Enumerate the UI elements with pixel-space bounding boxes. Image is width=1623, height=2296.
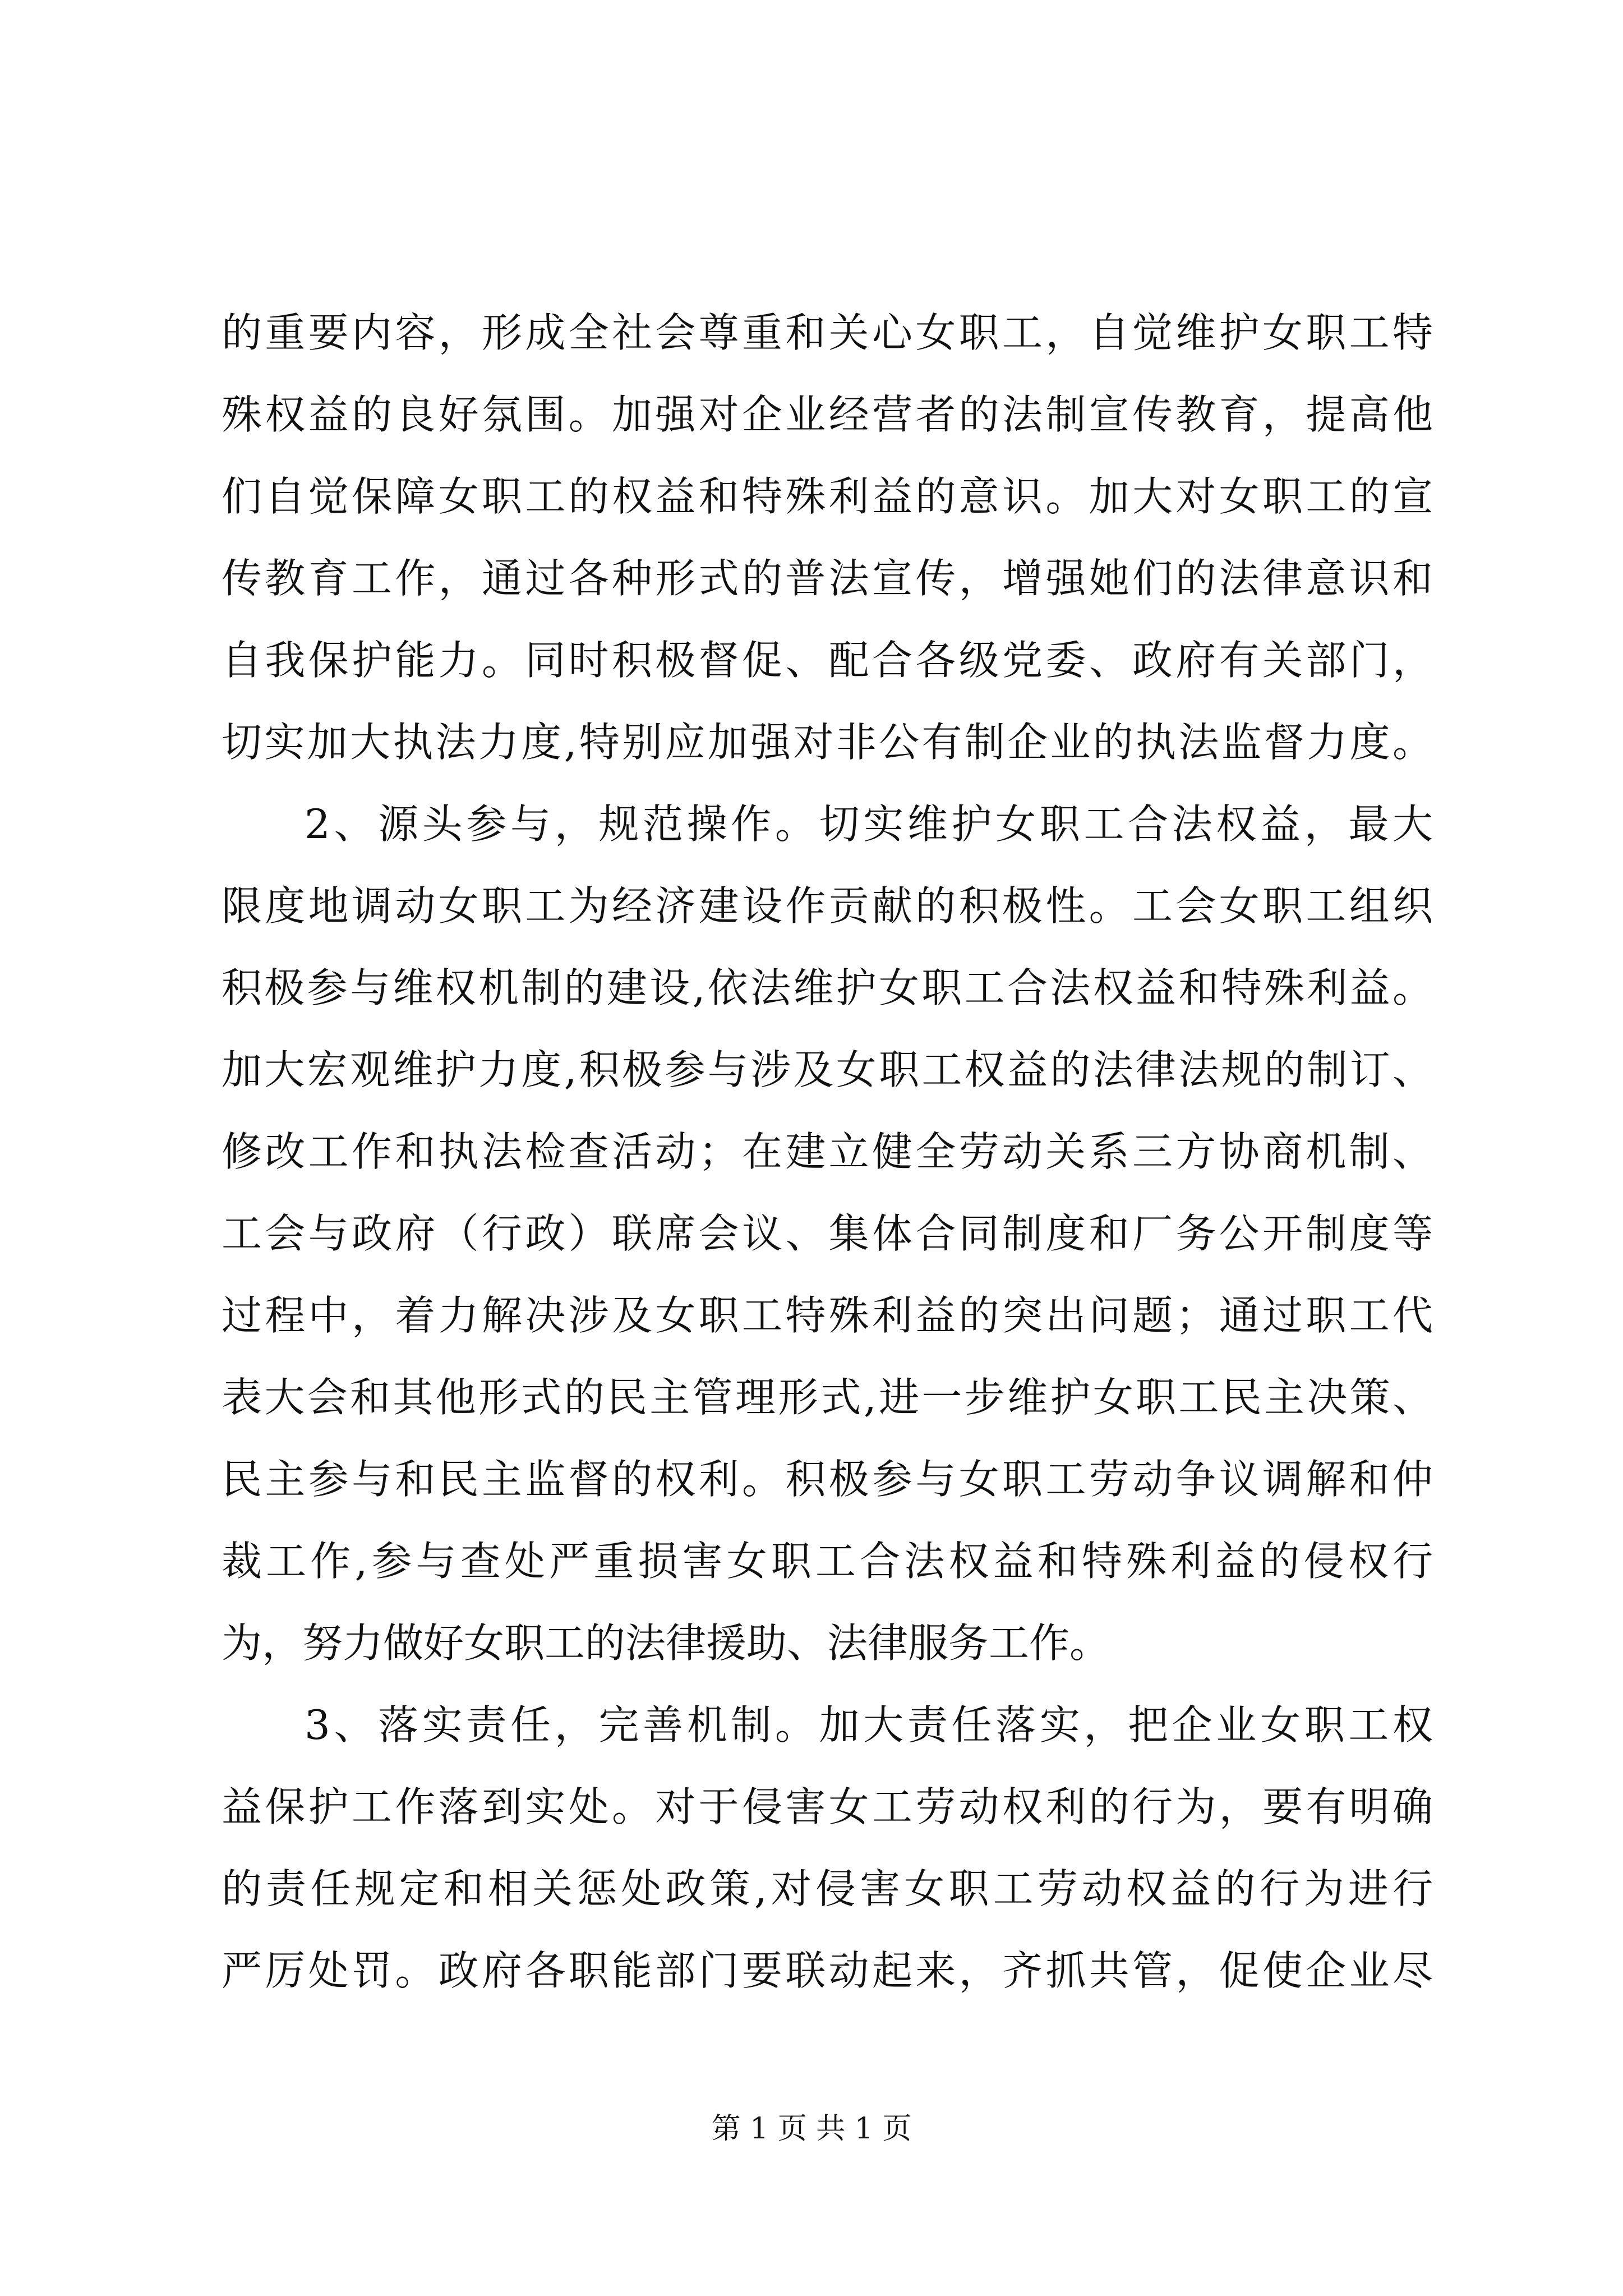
text-line: 益保护工作落到实处。对于侵害女工劳动权利的行为，要有明确 [222,1783,1433,1830]
text-line: 工会与政府（行政）联席会议、集体合同制度和厂务公开制度等 [222,1210,1433,1257]
text-line: 的责任规定和相关惩处政策,对侵害女职工劳动权益的行为进行 [222,1865,1433,1912]
text-line: 们自觉保障女职工的权益和特殊利益的意识。加大对女职工的宣 [222,473,1433,520]
text-line: 切实加大执法力度,特别应加强对非公有制企业的执法监督力度。 [222,719,1433,766]
document-body [222,292,1433,2012]
text-line: 积极参与维权机制的建设,依法维护女职工合法权益和特殊利益。 [222,964,1433,1011]
text-line: 殊权益的良好氛围。加强对企业经营者的法制宣传教育，提高他 [222,391,1433,438]
text-line: 严厉处罚。政府各职能部门要联动起来，齐抓共管，促使企业尽 [222,1947,1433,1994]
page-number-footer: 第 1 页 共 1 页 [711,2112,912,2146]
text-line: 民主参与和民主监督的权利。积极参与女职工劳动争议调解和仲 [222,1456,1433,1503]
text-line: 表大会和其他形式的民主管理形式,进一步维护女职工民主决策、 [222,1374,1433,1421]
text-line: 的重要内容，形成全社会尊重和关心女职工，自觉维护女职工特 [222,309,1433,356]
text-line: 修改工作和执法检查活动；在建立健全劳动关系三方协商机制、 [222,1128,1433,1175]
paragraph-end-line: 为，努力做好女职工的法律援助、法律服务工作。 [222,1619,1110,1667]
text-line: 传教育工作，通过各种形式的普法宣传，增强她们的法律意识和 [222,555,1433,602]
paragraph-start-line: 2、源头参与，规范操作。切实维护女职工合法权益，最大 [305,800,1433,848]
paragraph-start-line: 3、落实责任，完善机制。加大责任落实，把企业女职工权 [305,1701,1433,1749]
text-line: 限度地调动女职工为经济建设作贡献的积极性。工会女职工组织 [222,882,1433,930]
text-line: 自我保护能力。同时积极督促、配合各级党委、政府有关部门， [222,637,1433,684]
text-line: 裁工作,参与查处严重损害女职工合法权益和特殊利益的侵权行 [222,1538,1433,1585]
text-line: 加大宏观维护力度,积极参与涉及女职工权益的法律法规的制订、 [222,1046,1433,1093]
text-line: 过程中，着力解决涉及女职工特殊利益的突出问题；通过职工代 [222,1292,1433,1339]
